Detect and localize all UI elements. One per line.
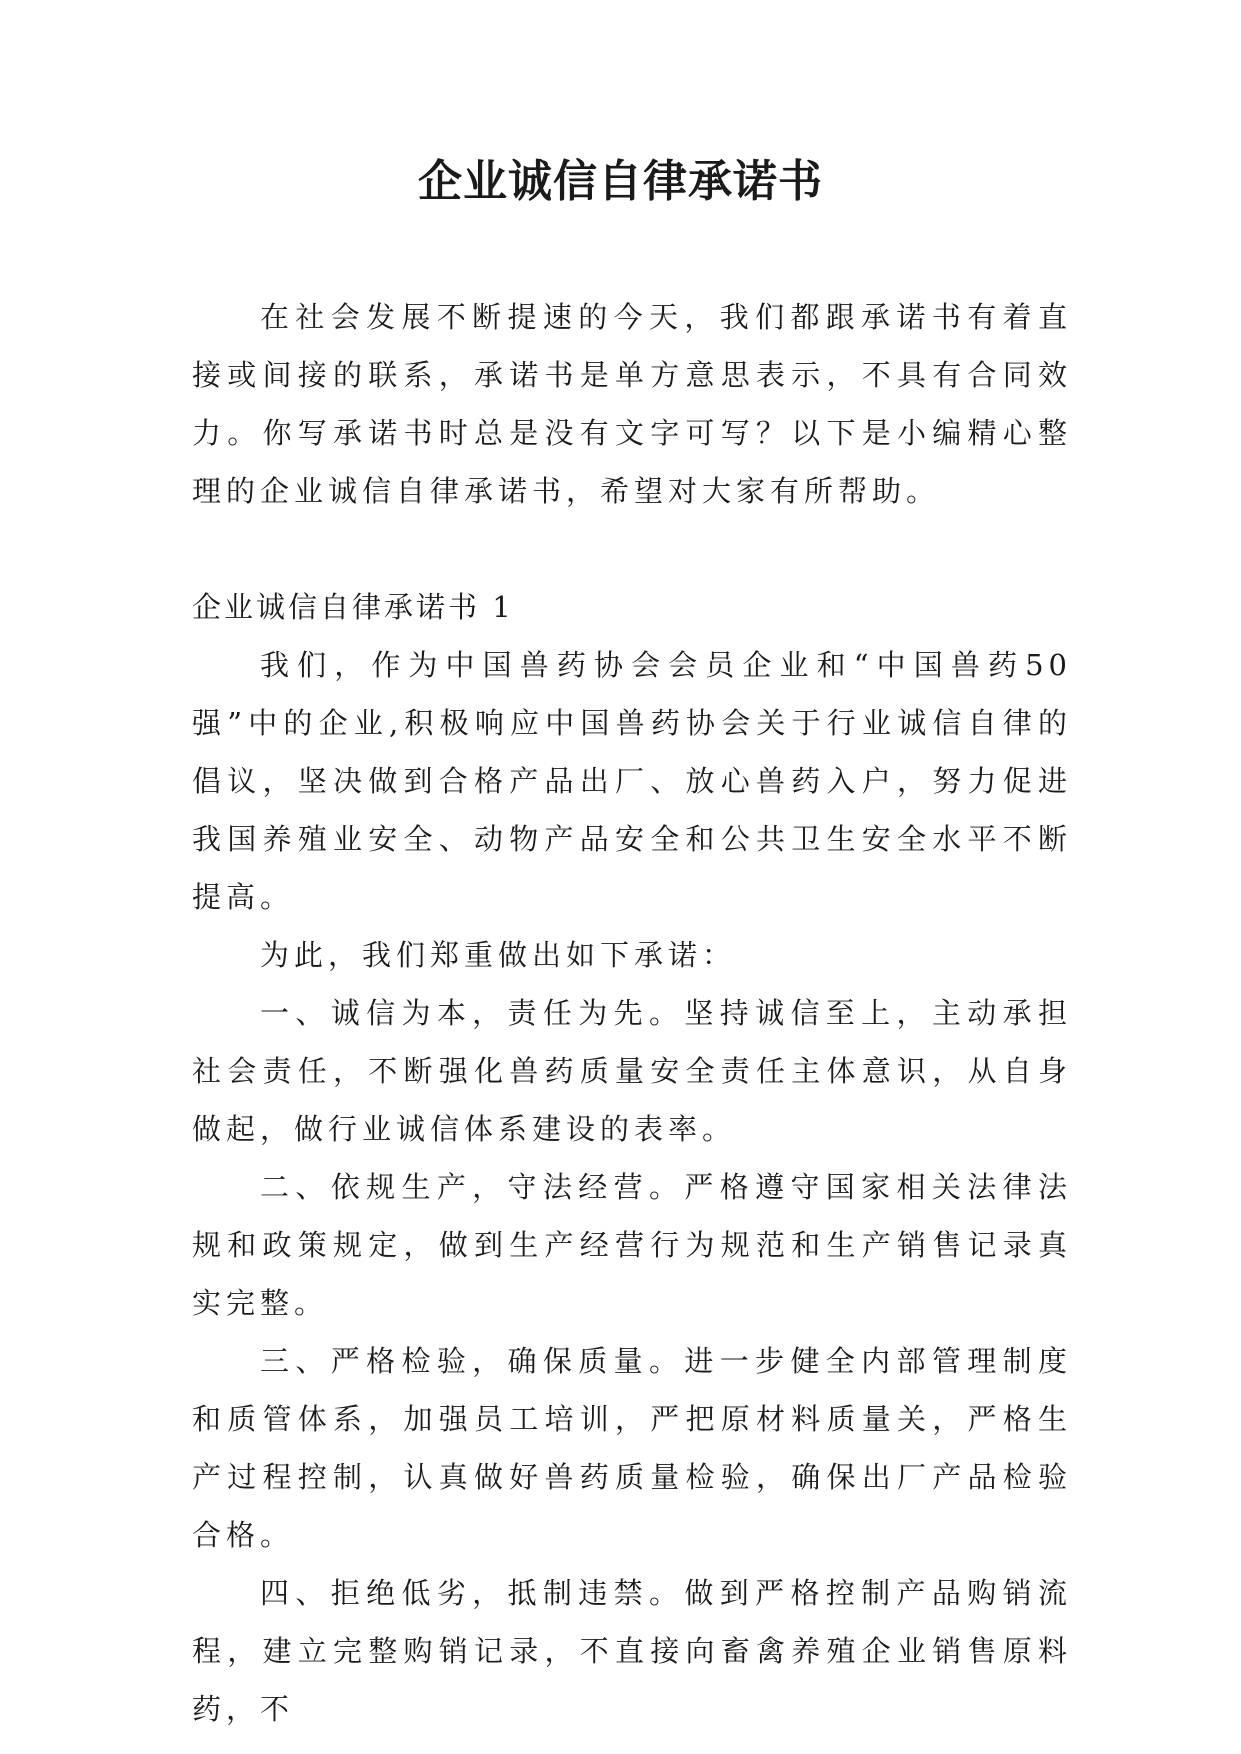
body-paragraph: 三、严格检验，确保质量。进一步健全内部管理制度和质管体系，加强员工培训，严把原材料质量关，严格生产过程控制，认真做好兽药质量检验，确保出厂产品检验合格。 [192, 1344, 1072, 1552]
section-heading: 企业诚信自律承诺书 1 [192, 590, 514, 624]
document-title: 企业诚信自律承诺书 [418, 156, 823, 207]
body-paragraph: 为此，我们郑重做出如下承诺： [260, 938, 737, 972]
intro-paragraph: 在社会发展不断提速的今天，我们都跟承诺书有着直接或间接的联系，承诺书是单方意思表示，不具有合同效力。你写承诺书时总是没有文字可写？以下是小编精心整理的企业诚信自律承诺书，希望对大家有所帮助。 [192, 300, 1072, 508]
body-paragraph: 我们，作为中国兽药协会会员企业和“中国兽药50强”中的企业,积极响应中国兽药协会关于行业诚信自律的倡议，坚决做到合格产品出厂、放心兽药入户，努力促进我国养殖业安全、动物产品安全和公共卫生安全水平不断提高。 [192, 648, 1072, 914]
body-paragraph: 一、诚信为本，责任为先。坚持诚信至上，主动承担社会责任，不断强化兽药质量安全责任主体意识，从自身做起，做行业诚信体系建设的表率。 [192, 996, 1072, 1146]
document-body [192, 288, 1072, 1738]
body-paragraph: 二、依规生产，守法经营。严格遵守国家相关法律法规和政策规定，做到生产经营行为规范和生产销售记录真实完整。 [192, 1170, 1072, 1320]
body-paragraph: 四、拒绝低劣，抵制违禁。做到严格控制产品购销流程，建立完整购销记录，不直接向畜禽养殖企业销售原料药，不 [192, 1576, 1072, 1726]
